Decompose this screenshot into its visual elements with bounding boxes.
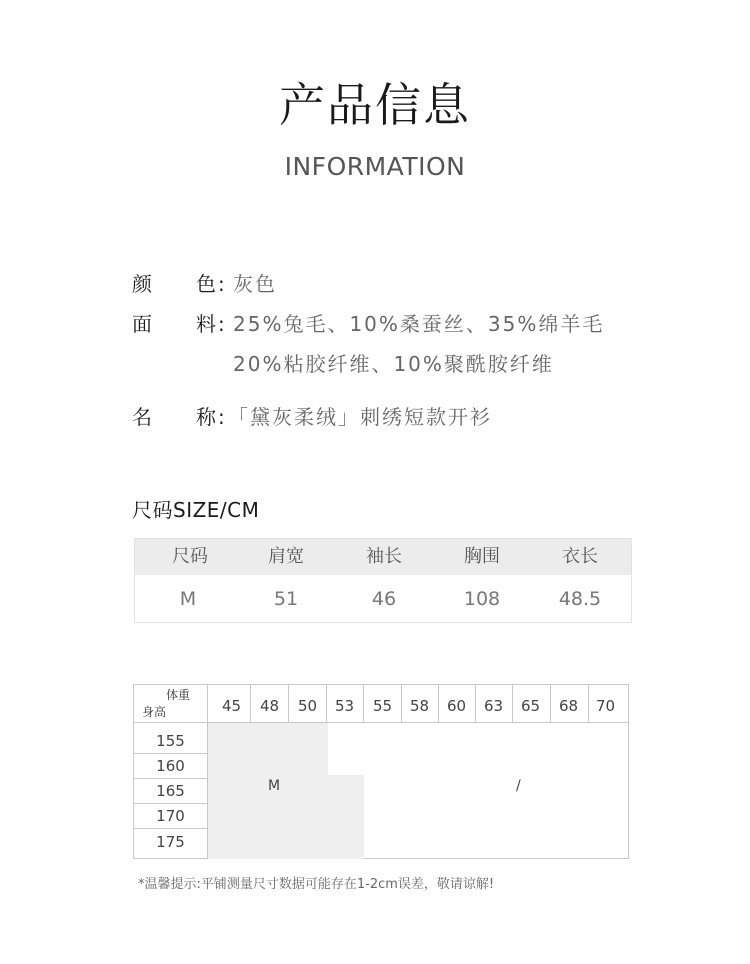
weight-header: 53 [334, 697, 355, 715]
grid-line-h [134, 778, 208, 779]
measurement-note: *温馨提示:平铺测量尺寸数据可能存在1-2cm误差，敬请谅解! [138, 877, 495, 892]
info-color-label [132, 271, 216, 297]
no-fit-zone-label: / [516, 778, 521, 794]
weight-header: 68 [558, 697, 579, 715]
grid-line-h [134, 753, 208, 754]
page-title: 产品信息 [279, 78, 471, 132]
height-label: 155 [156, 732, 185, 750]
weight-header: 60 [446, 697, 467, 715]
corner-height-label: 身高 [142, 705, 167, 719]
size-cell-length: 48.5 [558, 588, 602, 610]
fit-chart [133, 684, 629, 859]
info-fabric-colon: : [218, 312, 225, 336]
info-fabric-label [132, 311, 216, 337]
weight-header: 63 [483, 697, 504, 715]
grid-line-h [134, 828, 208, 829]
corner-weight-label: 体重 [166, 688, 191, 702]
size-header-shoulder: 肩宽 [268, 546, 304, 567]
grid-line-v [207, 685, 208, 859]
info-name-label-char2: 称 [196, 405, 216, 429]
info-color-value: 灰色 [233, 272, 277, 296]
size-table-header [135, 539, 631, 575]
weight-header: 65 [520, 697, 541, 715]
info-color-colon: : [218, 272, 225, 296]
size-cell-size: M [179, 588, 197, 610]
weight-header: 50 [297, 697, 318, 715]
info-name-label [132, 404, 216, 430]
size-section-title: 尺码SIZE/CM [132, 498, 260, 522]
info-color-label-char2: 色 [196, 272, 216, 296]
height-label: 165 [156, 782, 185, 800]
weight-header: 48 [259, 697, 280, 715]
grid-line-h [134, 803, 208, 804]
info-fabric-label-char1: 面 [132, 312, 152, 336]
fit-zone-lower [208, 775, 364, 859]
height-label: 170 [156, 807, 185, 825]
info-fabric-value-line2: 20%粘胶纤维、10%聚酰胺纤维 [233, 352, 554, 376]
size-cell-shoulder: 51 [273, 588, 299, 610]
size-header-length: 衣长 [562, 546, 598, 567]
height-label: 175 [156, 833, 185, 851]
height-label: 160 [156, 757, 185, 775]
size-header-chest: 胸围 [464, 546, 500, 567]
size-header-sleeve: 袖长 [366, 546, 402, 567]
size-table [134, 538, 632, 623]
fit-zone-label: M [268, 778, 281, 794]
grid-line-h [134, 722, 628, 723]
weight-header: 55 [372, 697, 393, 715]
info-name-colon: : [218, 405, 225, 429]
size-cell-sleeve: 46 [371, 588, 397, 610]
weight-header: 45 [221, 697, 242, 715]
page-subtitle: INFORMATION [284, 152, 466, 181]
size-header-size: 尺码 [172, 546, 208, 567]
info-name-label-char1: 名 [132, 405, 152, 429]
info-name-value: 「黛灰柔绒」刺绣短款开衫 [228, 405, 492, 429]
info-fabric-value-line1: 25%兔毛、10%桑蚕丝、35%绵羊毛 [233, 312, 605, 336]
fit-zone-upper [208, 723, 328, 775]
weight-header: 70 [595, 697, 616, 715]
info-color-label-char1: 颜 [132, 272, 152, 296]
weight-header: 58 [409, 697, 430, 715]
size-cell-chest: 108 [463, 588, 501, 610]
info-fabric-label-char2: 料 [196, 312, 216, 336]
